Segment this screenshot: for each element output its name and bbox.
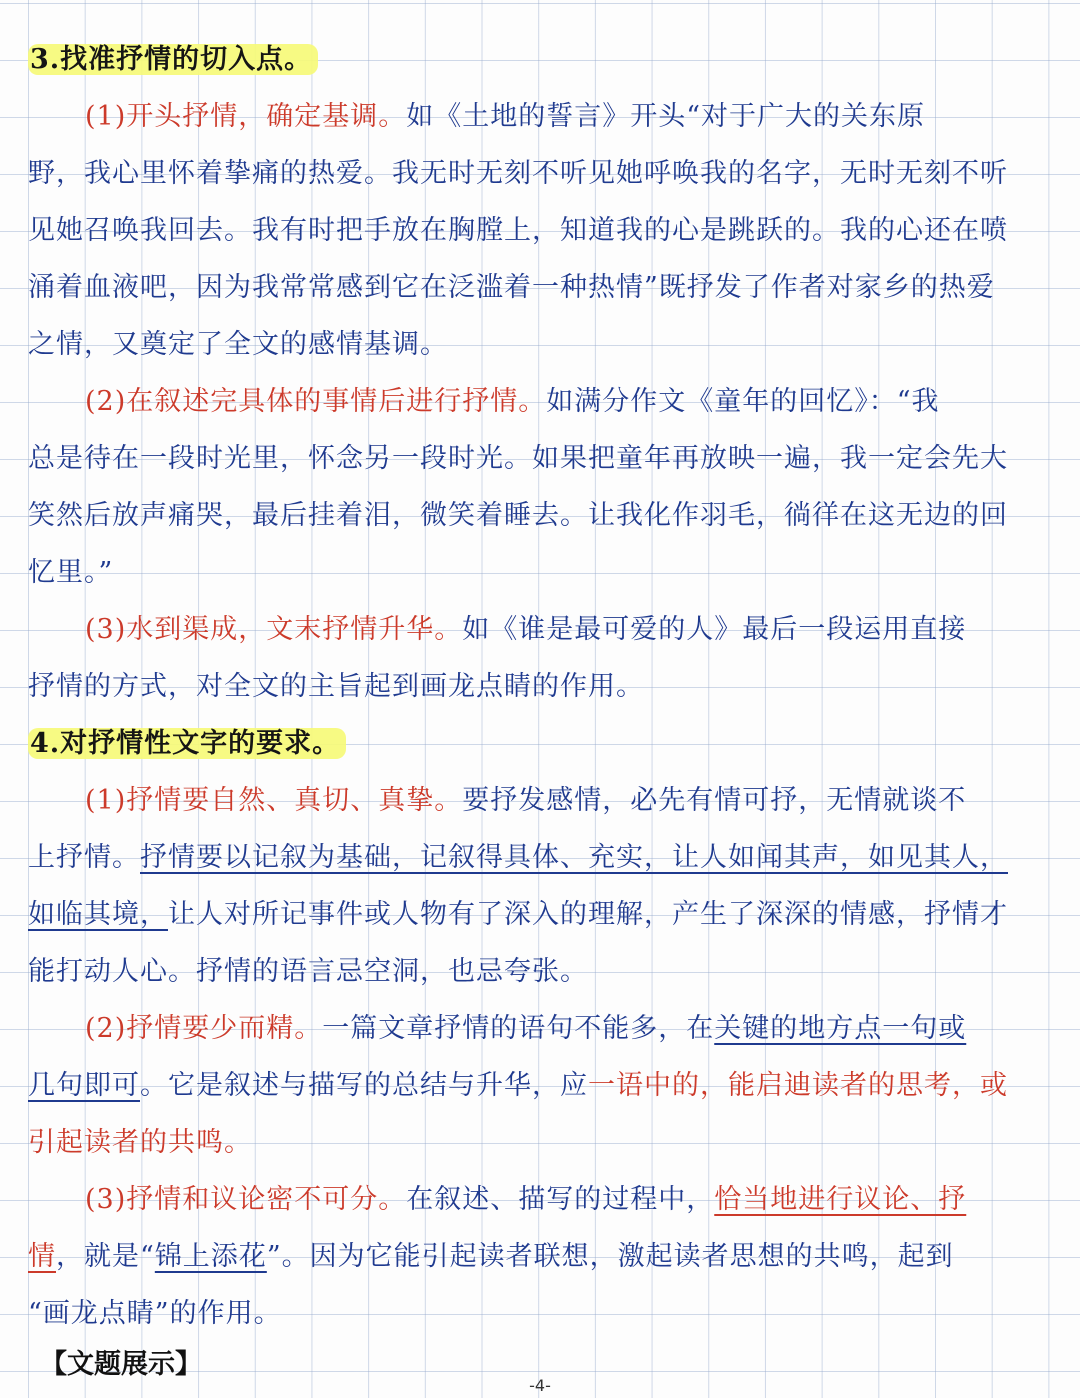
section-3-heading-text: 3.找准抒情的切入点。 [28, 44, 318, 75]
s4-p3-line-3: “画龙点睛”的作用。 [28, 1298, 282, 1329]
s4-p1-line-3 [28, 886, 1053, 943]
s3-p1-line-4: 涌着血液吧，因为我常常感到它在泛滥着一种热情”既抒发了作者对家乡的热爱 [28, 272, 995, 303]
section-4-heading [28, 715, 1053, 772]
section-4-heading-text: 4.对抒情性文字的要求。 [28, 728, 346, 759]
s3-p3-line-2: 抒情的方式，对全文的主旨起到画龙点睛的作用。 [28, 671, 644, 702]
s4-p3-text-1a: 在叙述、描写的过程中， [406, 1184, 715, 1215]
s4-p2-line-3: 引起读者的共鸣。 [28, 1127, 252, 1158]
s4-p1-line-4: 能打动人心。抒情的语言忌空洞，也忌夸张。 [28, 956, 588, 987]
s4-p1-line-1 [85, 772, 1053, 829]
s4-p2-text-1a: 一篇文章抒情的语句不能多，在 [322, 1013, 715, 1044]
s4-p1-underlined-2: 抒情要以记叙为基础，记叙得具体、充实，让人如闻其声，如见其人， [140, 842, 1008, 873]
s4-p3-title: (3)抒情和议论密不可分。 [85, 1184, 407, 1215]
page-number: -4- [529, 1376, 551, 1395]
s3-p2-text-1: 如满分作文《童年的回忆》：“我 [546, 386, 940, 417]
s4-p3-line-1 [85, 1171, 1053, 1228]
s4-p2-underlined-2: 几句即可 [28, 1070, 140, 1101]
s4-p3-underlined-2: 锦上添花 [154, 1241, 267, 1272]
s3-p1-title: (1)开头抒情，确定基调。 [85, 101, 407, 132]
s3-p3-line-1 [85, 601, 1053, 658]
s4-p2-line-1 [85, 1000, 1053, 1057]
s3-p1-line-2: 野，我心里怀着挚痛的热爱。我无时无刻不听见她呼唤我的名字，无时无刻不听 [28, 158, 1008, 189]
s4-p1-title: (1)抒情要自然、真切、真挚。 [85, 785, 463, 816]
s3-p2-line-3: 笑然后放声痛哭，最后挂着泪，微笑着睡去。让我化作羽毛，徜徉在这无边的回 [28, 500, 1008, 531]
s4-p2-red-2: 一语中的，能启迪读者的思考，或 [588, 1070, 1008, 1101]
s4-p2-text-2b: 。它是叙述与描写的总结与升华，应 [140, 1070, 588, 1101]
s3-p2-title: (2)在叙述完具体的事情后进行抒情。 [85, 386, 547, 417]
s4-p1-line-2 [28, 829, 1053, 886]
s4-p3-red-underlined-2: 情 [28, 1241, 56, 1272]
s3-p3-title: (3)水到渠成，文末抒情升华。 [85, 614, 463, 645]
s3-p1-line-1 [85, 88, 1053, 145]
s3-p1-text-1: 如《土地的誓言》开头“对于广大的关东原 [406, 101, 926, 132]
s4-p3-line-2 [28, 1228, 1053, 1285]
s4-p3-text-2d: ”。因为它能引起读者联想，激起读者思想的共鸣，起到 [266, 1241, 954, 1272]
s4-p1-underlined-3: 如临其境， [28, 899, 168, 930]
s3-p3-text-1: 如《谁是最可爱的人》最后一段运用直接 [462, 614, 967, 645]
example-section-label: 【文题展示】 [40, 1349, 202, 1380]
s4-p1-text-2a: 上抒情。 [28, 842, 140, 873]
s3-p2-line-2: 总是待在一段时光里，怀念另一段时光。如果把童年再放映一遍，我一定会先大 [28, 443, 1008, 474]
s3-p2-line-1 [85, 373, 1053, 430]
s4-p2-title: (2)抒情要少而精。 [85, 1013, 323, 1044]
s3-p1-line-3: 见她召唤我回去。我有时把手放在胸膛上，知道我的心是跳跃的。我的心还在喷 [28, 215, 1008, 246]
s4-p2-underlined-1: 关键的地方点一句或 [714, 1013, 967, 1044]
s4-p3-text-2b: ，就是“ [56, 1241, 155, 1272]
s3-p1-line-5: 之情，又奠定了全文的感情基调。 [28, 329, 448, 360]
section-3-heading [28, 31, 1053, 88]
s4-p2-line-2 [28, 1057, 1053, 1114]
s4-p3-red-underlined-1: 恰当地进行议论、抒 [714, 1184, 967, 1215]
s3-p2-line-4: 忆里。” [28, 557, 114, 588]
s4-p1-text-3b: 让人对所记事件或人物有了深入的理解，产生了深深的情感，抒情才 [168, 899, 1008, 930]
s4-p1-text-1: 要抒发感情，必先有情可抒，无情就谈不 [462, 785, 967, 816]
